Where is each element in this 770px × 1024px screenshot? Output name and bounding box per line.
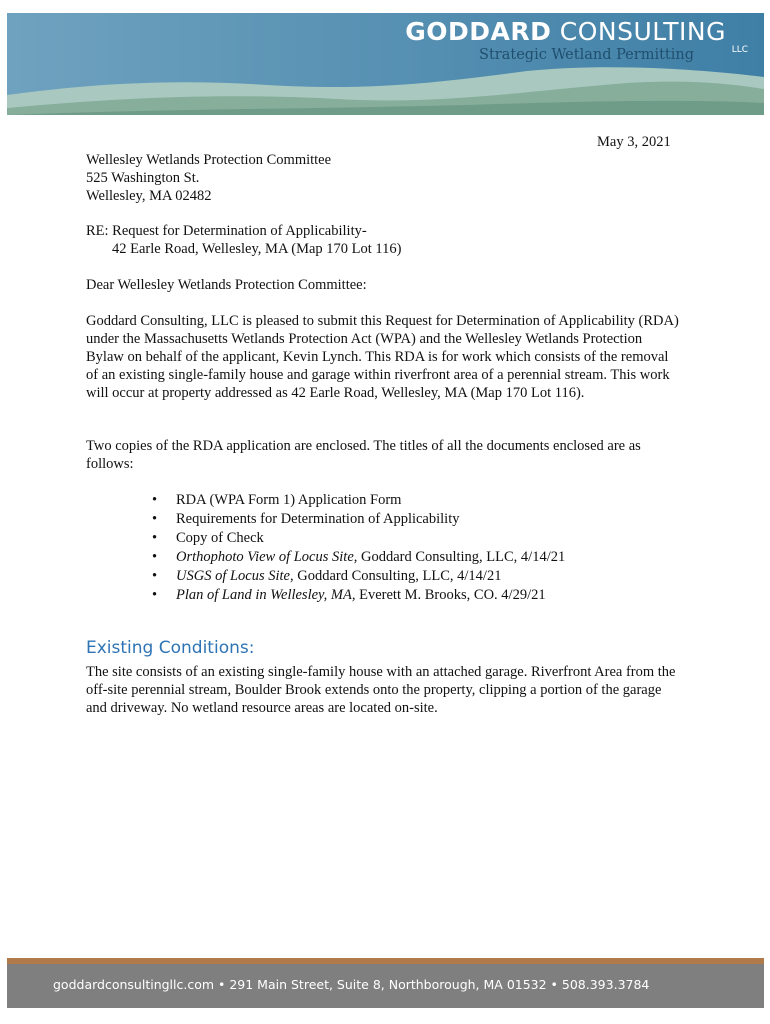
list-item: • Requirements for Determination of Applicability — [150, 510, 565, 529]
existing-conditions-paragraph: The site consists of an existing single-family house with an attached garage. Riverfront Area from the off-site perennial stream, Boulder Brook extends onto the property, clipping a portion of the garage and driveway. No wetland resource areas are located on-site. — [86, 664, 676, 716]
footer-contact-info: goddardconsultingllc.com • 291 Main Street, Suite 8, Northborough, MA 01532 • 508.393.3784 — [53, 977, 650, 992]
intro-paragraph: Goddard Consulting, LLC is pleased to submit this Request for Determination of Applicability (RDA) under the Massachusetts Wetlands Protection Act (WPA) and the Wellesley Wetlands Protection Bylaw on behalf of the applicant, Kevin Lynch. This RDA is for work which consists of the removal of an existing single-family house and garage within riverfront area of a perennial stream. This work will occur at property addressed as 42 Earle Road, Wellesley, MA (Map 170 Lot 116). — [86, 313, 679, 401]
letterhead-footer — [7, 958, 764, 1008]
salutation: Dear Wellesley Wetlands Protection Committee: — [86, 277, 367, 293]
recipient-line: Wellesley Wetlands Protection Committee — [86, 152, 332, 168]
enclosed-documents-list — [150, 491, 565, 605]
recipient-line: 525 Washington St. — [86, 170, 200, 186]
company-tagline: Strategic Wetland Permitting — [479, 47, 694, 63]
list-item: • Plan of Land in Wellesley, MA, Everett M. Brooks, CO. 4/29/21 — [150, 586, 565, 605]
footer-accent-band — [7, 958, 764, 964]
recipient-line: Wellesley, MA 02482 — [86, 188, 212, 204]
company-name: GODDARD CONSULTING — [405, 17, 726, 46]
list-item: • USGS of Locus Site, Goddard Consulting, LLC, 4/14/21 — [150, 567, 565, 586]
list-item: • Orthophoto View of Locus Site, Goddard Consulting, LLC, 4/14/21 — [150, 548, 565, 567]
company-llc: LLC — [731, 45, 748, 55]
letter-date: May 3, 2021 — [597, 134, 671, 150]
recipient-address — [86, 151, 680, 205]
letterhead-banner — [7, 13, 764, 115]
list-item: • Copy of Check — [150, 529, 565, 548]
section-heading-existing-conditions: Existing Conditions: — [86, 638, 255, 658]
subject-line-2: 42 Earle Road, Wellesley, MA (Map 170 Lot 116) — [112, 241, 402, 257]
subject-line-1: RE: Request for Determination of Applicability- — [86, 223, 367, 239]
list-item: • RDA (WPA Form 1) Application Form — [150, 491, 565, 510]
enclosures-paragraph: Two copies of the RDA application are enclosed. The titles of all the documents enclosed are as follows: — [86, 438, 641, 472]
subject-line — [86, 222, 680, 258]
